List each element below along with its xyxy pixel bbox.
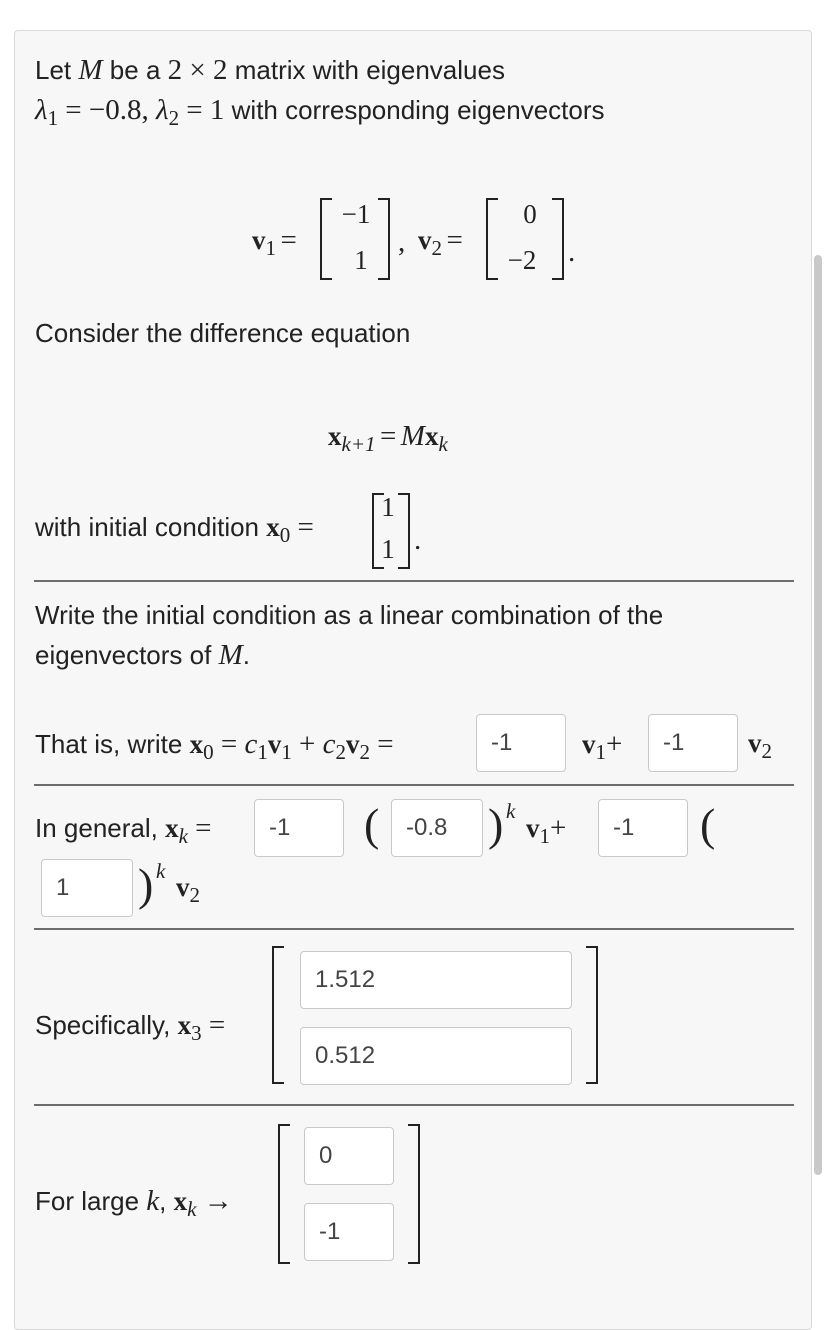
limit-top-input[interactable]: 0 [304, 1127, 394, 1185]
intro-text: Let [35, 55, 72, 85]
matrix-symbol: M [78, 54, 103, 86]
v1-label [252, 224, 297, 261]
equals-sign: = [195, 812, 212, 844]
x3-top-input[interactable]: 1.512 [300, 951, 572, 1009]
c1-input[interactable]: -1 [476, 714, 566, 772]
x-symbol: x [189, 729, 204, 759]
x3-bottom-input[interactable]: 0.512 [300, 1027, 572, 1085]
x-subscript: k [187, 1197, 197, 1221]
close-paren: ) [488, 799, 504, 850]
v1-plus [526, 812, 566, 849]
v2-left-bracket [486, 198, 498, 280]
x-subscript: k [178, 824, 188, 848]
intro-line-1 [35, 54, 505, 86]
intro-text: with corresponding eigenvectors [231, 95, 605, 125]
v2-right-bracket [552, 198, 564, 280]
v2-bottom-entry: −2 [507, 245, 537, 275]
lambda-subscript: 2 [168, 106, 180, 130]
exponent-k: k [156, 859, 166, 883]
difference-equation [328, 420, 448, 457]
x0-right-bracket [398, 493, 410, 569]
v-subscript: 1 [265, 236, 276, 260]
equals-sign: = [377, 728, 394, 760]
v-subscript: 2 [431, 236, 442, 260]
v1-bottom-entry: 1 [354, 245, 368, 275]
v1-left-bracket [320, 198, 332, 280]
section-divider [34, 1104, 794, 1106]
v2-term [748, 728, 772, 764]
open-paren: ( [364, 799, 380, 850]
x3-left-bracket [272, 946, 284, 1084]
consider-text: Consider the difference equation [35, 318, 411, 348]
v-symbol: v [582, 729, 596, 759]
limit-left-bracket [278, 1124, 290, 1264]
eigenvalue-2: = 1 [186, 94, 225, 126]
lambda-symbol: λ [156, 94, 169, 126]
eigenvalue-1: = −0.8, [65, 94, 149, 126]
v2-term [176, 872, 200, 908]
equals-sign: = [208, 1009, 226, 1041]
intro-text: be a [109, 55, 161, 85]
limit-right-bracket [408, 1124, 420, 1264]
plus-sign: + [299, 728, 316, 760]
v-subscript: 1 [595, 740, 606, 764]
vertical-scrollbar[interactable] [814, 255, 822, 1175]
general-coef2-input[interactable]: -1 [598, 799, 688, 857]
write-text: eigenvectors of [35, 640, 212, 670]
v-subscript: 2 [359, 740, 371, 764]
initial-condition-line [35, 511, 314, 551]
x-subscript: 0 [203, 740, 214, 764]
v-symbol: v [418, 225, 432, 255]
section-divider [34, 580, 794, 582]
equals-sign: = [280, 224, 297, 256]
v-symbol: v [176, 872, 190, 902]
matrix-symbol: M [218, 639, 243, 671]
period: . [414, 524, 422, 556]
intro-text: matrix with eigenvalues [234, 55, 505, 85]
that-is-label: That is, write [35, 729, 183, 759]
v1-plus [582, 728, 622, 765]
x-symbol: x [177, 1010, 192, 1040]
open-paren: ( [700, 799, 716, 850]
c-symbol: c [322, 728, 336, 760]
c-subscript: 2 [335, 740, 347, 764]
initial-condition-label: with initial condition [35, 512, 260, 542]
matrix-dimension: 2 × 2 [167, 54, 228, 86]
that-is-line [35, 728, 394, 768]
v-subscript: 2 [761, 739, 772, 763]
v1-right-bracket [378, 198, 390, 280]
specifically-label: Specifically, [35, 1010, 171, 1040]
v2-top-entry: 0 [523, 199, 537, 229]
x-symbol: x [266, 512, 280, 542]
specifically-line [35, 1009, 225, 1049]
v1-top-entry: −1 [341, 199, 371, 229]
period: . [568, 236, 576, 268]
equals-sign: = [446, 224, 463, 256]
x-symbol: x [173, 1186, 188, 1216]
general-base1-input[interactable]: -0.8 [391, 799, 483, 857]
plus-sign: + [606, 728, 623, 760]
limit-bottom-input[interactable]: -1 [304, 1203, 394, 1261]
equals-sign: = [379, 420, 397, 452]
v-symbol: v [267, 729, 282, 759]
period: . [242, 640, 250, 670]
c-subscript: 1 [257, 740, 268, 764]
v-symbol: v [346, 729, 360, 759]
plus-sign: + [550, 812, 567, 844]
close-paren: ) [138, 859, 154, 910]
general-coef1-input[interactable]: -1 [254, 799, 344, 857]
x-symbol: x [424, 421, 439, 451]
large-k-line [35, 1185, 233, 1225]
general-line [35, 812, 212, 852]
x-subscript: 3 [191, 1021, 202, 1045]
lambda-symbol: λ [35, 94, 48, 126]
section-divider [34, 928, 794, 930]
intro-line-2 [35, 94, 605, 134]
x-symbol: x [165, 813, 179, 843]
x-symbol: x [328, 421, 342, 451]
lambda-subscript: 1 [47, 106, 59, 130]
k-symbol: k [146, 1185, 160, 1217]
v-symbol: v [252, 225, 266, 255]
x-subscript: k+1 [341, 432, 376, 456]
general-base2-input[interactable]: 1 [41, 859, 133, 917]
comma: , [398, 226, 406, 258]
exponent-k: k [506, 799, 516, 823]
equals-sign: = [297, 511, 314, 543]
section-divider [34, 784, 794, 786]
v-symbol: v [748, 728, 762, 758]
v2-label [418, 224, 463, 261]
right-arrow-icon: → [203, 1185, 233, 1217]
matrix-symbol: M [400, 420, 425, 452]
v-symbol: v [526, 813, 540, 843]
c2-input[interactable]: -1 [648, 714, 738, 772]
write-instruction-line-2 [35, 639, 250, 671]
x3-right-bracket [586, 946, 598, 1084]
v-subscript: 2 [189, 883, 200, 907]
v-subscript: 1 [539, 824, 550, 848]
c-symbol: c [244, 728, 258, 760]
large-k-label: For large [35, 1186, 140, 1216]
x-subscript: 0 [279, 523, 291, 547]
x0-bottom-entry: 1 [381, 534, 395, 564]
x-subscript: k [438, 432, 448, 456]
general-label: In general, [35, 813, 158, 843]
equals-sign: = [220, 728, 238, 760]
x0-top-entry: 1 [381, 492, 395, 522]
comma: , [159, 1186, 167, 1216]
write-instruction-line-1: Write the initial condition as a linear combination of the [35, 600, 664, 630]
v-subscript: 1 [281, 740, 292, 764]
